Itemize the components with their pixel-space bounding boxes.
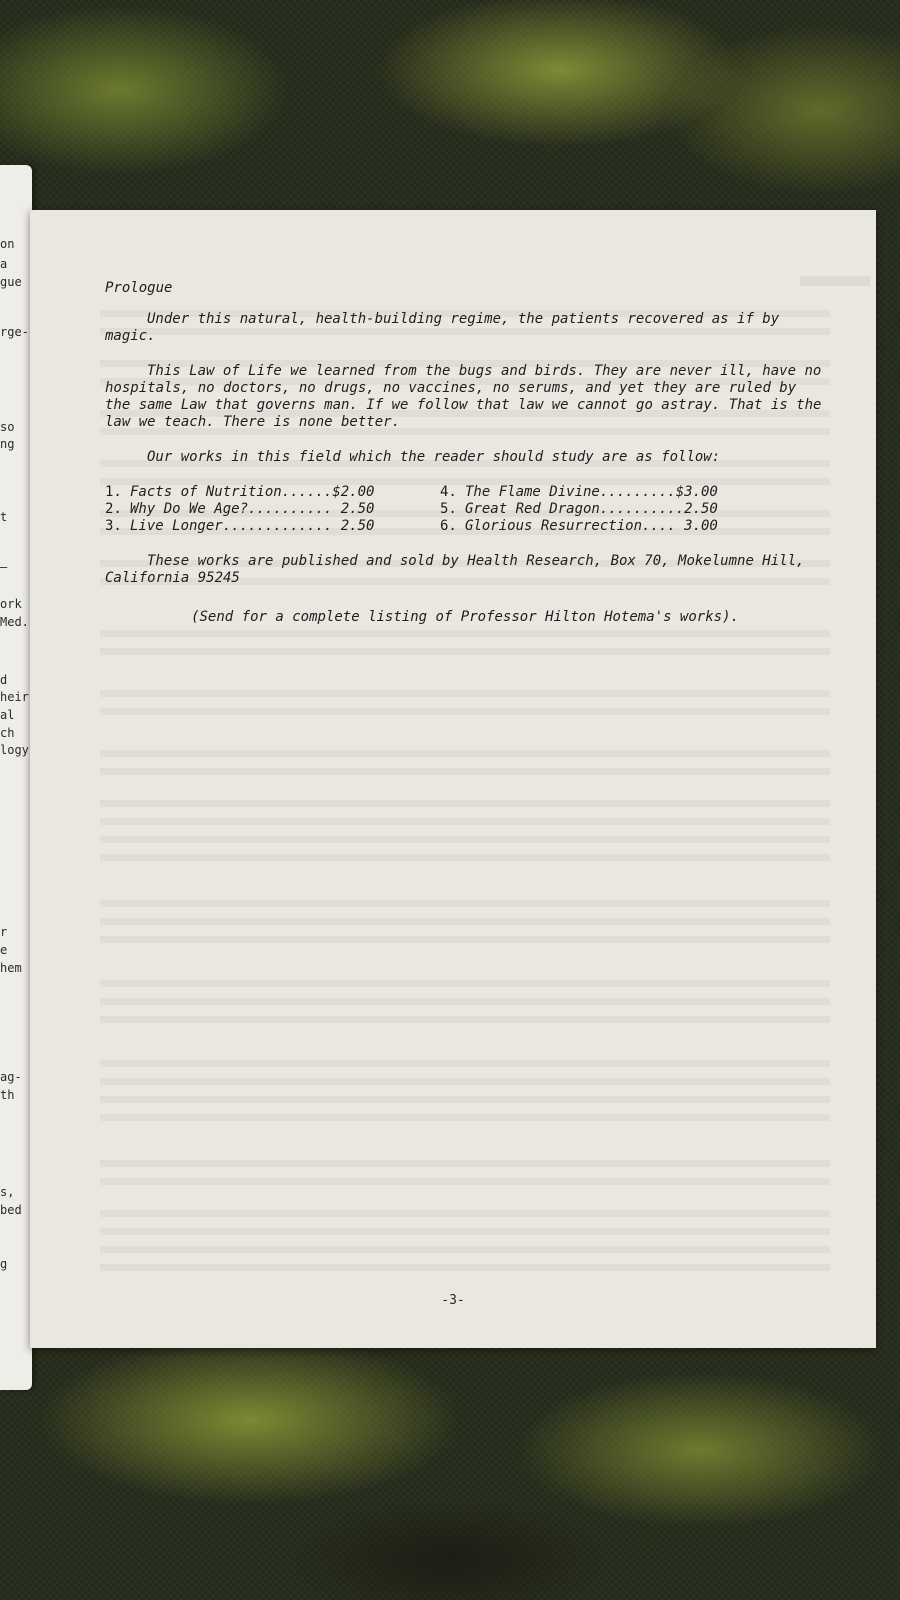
left-page-text: — <box>0 560 8 574</box>
left-page-text: ch <box>0 726 15 740</box>
item-number: 5. <box>440 501 457 517</box>
item-number: 1. <box>105 484 122 500</box>
left-page-text: heir <box>0 690 29 704</box>
left-page-text: ag- <box>0 1070 22 1084</box>
left-page-text: ng <box>0 437 15 451</box>
left-page-text: ork <box>0 597 22 611</box>
publisher-note: These works are published and sold by Health Research, Box 70, Mokelumne Hill, California 95245 <box>105 553 805 586</box>
paragraph: This Law of Life we learned from the bugs and birds. They are never ill, have no hospitals, no doctors, no drugs, no vaccines, no serums, and yet they are ruled by the same Law that governs man. If we follow that law we cannot go astray. That is the law we teach. There is none better. <box>105 363 822 430</box>
left-page-text: gue <box>0 275 22 289</box>
left-page-text: th <box>0 1088 15 1102</box>
listing-note: (Send for a complete listing of Professor Hilton Hotema's works). <box>191 609 739 625</box>
left-page-text: al <box>0 708 15 722</box>
paragraph: Under this natural, health-building regime, the patients recovered as if by magic. <box>105 311 780 344</box>
item-number: 6. <box>440 518 457 534</box>
list-item <box>105 484 440 501</box>
item-entry: The Flame Divine.........$3.00 <box>465 484 718 500</box>
item-number: 2. <box>105 501 122 517</box>
left-page-text: t <box>0 510 8 524</box>
page-number: -3- <box>441 1293 465 1308</box>
item-entry: Live Longer............. 2.50 <box>130 518 375 534</box>
paragraph: Our works in this field which the reader should study are as follow: <box>147 449 721 465</box>
document-page <box>30 210 876 1348</box>
left-page-text: a <box>0 257 8 271</box>
item-number: 4. <box>440 484 457 500</box>
left-page-text: so <box>0 420 15 434</box>
item-entry: Why Do We Age?.......... 2.50 <box>130 501 375 517</box>
works-column-right <box>440 484 775 535</box>
left-page-text: r <box>0 925 8 939</box>
item-entry: Facts of Nutrition......$2.00 <box>130 484 375 500</box>
works-list <box>105 484 825 535</box>
list-item <box>440 518 775 535</box>
item-number: 3. <box>105 518 122 534</box>
left-page-text: rge- <box>0 325 29 339</box>
page-heading: Prologue <box>105 280 173 296</box>
list-item <box>440 484 775 501</box>
list-item <box>105 518 440 535</box>
list-item <box>440 501 775 518</box>
left-page-edge <box>0 165 32 1390</box>
item-entry: Glorious Resurrection.... 3.00 <box>465 518 718 534</box>
left-page-text: on <box>0 237 15 251</box>
left-page-text: hem <box>0 961 22 975</box>
page-body <box>105 280 825 626</box>
left-page-text: s, <box>0 1185 15 1199</box>
left-page-text: bed <box>0 1203 22 1217</box>
works-column-left <box>105 484 440 535</box>
left-page-text: e <box>0 943 8 957</box>
item-entry: Great Red Dragon..........2.50 <box>465 501 718 517</box>
left-page-text: g <box>0 1257 8 1271</box>
left-page-text: d <box>0 673 8 687</box>
left-page-text: logy <box>0 743 29 757</box>
left-page-text: Med. <box>0 615 29 629</box>
list-item <box>105 501 440 518</box>
